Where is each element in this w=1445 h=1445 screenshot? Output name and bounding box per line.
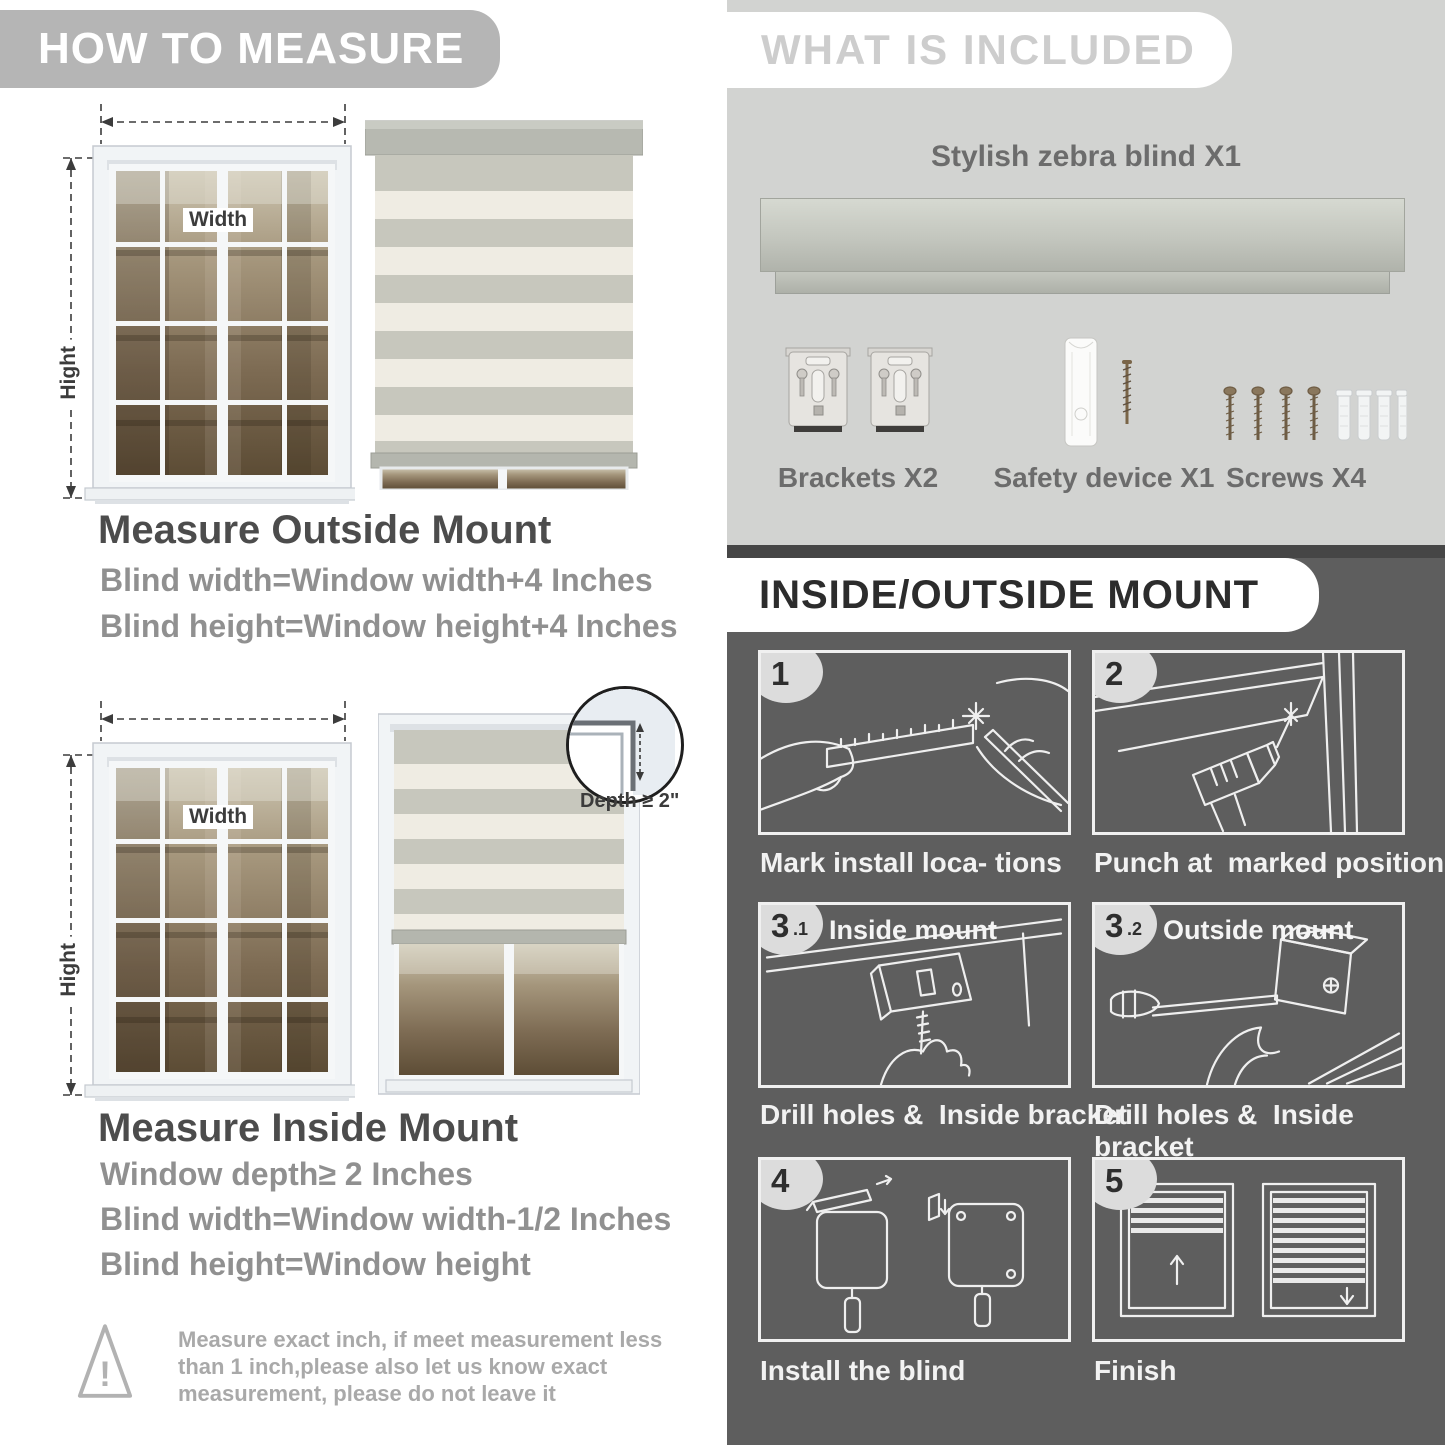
- step-number: 2: [1105, 655, 1124, 692]
- safety-device-label: Safety device X1: [993, 462, 1215, 493]
- screws-label: Screws X4: [1225, 462, 1367, 493]
- window-figure-inside: [55, 697, 355, 1101]
- step-caption-4: Install the blind: [760, 1355, 966, 1386]
- section-divider: [727, 545, 1445, 558]
- step-panel-5: [1092, 1157, 1405, 1342]
- bracket-icon: [785, 340, 935, 440]
- height-label: Hight: [57, 340, 81, 406]
- depth-corner-zoom: [569, 689, 675, 795]
- zebra-blind-drawing: [365, 115, 643, 490]
- warning-triangle-icon: [76, 1320, 134, 1402]
- inside-spec-height: Blind height=Window height: [100, 1246, 531, 1282]
- step-title: Outside mount: [1163, 915, 1354, 945]
- step-title: Inside mount: [829, 915, 997, 945]
- width-label: Width: [183, 208, 253, 232]
- zebra-blind-headrail-valance: [775, 272, 1390, 294]
- safety-device-icon: [1057, 336, 1157, 448]
- brackets-label: Brackets X2: [777, 462, 939, 493]
- blind-included-label: Stylish zebra blind X1: [930, 140, 1242, 173]
- step-panel-3-1: [758, 902, 1071, 1088]
- inside-mount-heading: Measure Inside Mount: [98, 1106, 519, 1150]
- step-number-sub: .2: [1127, 919, 1143, 939]
- width-label: Width: [183, 805, 253, 829]
- blind-figure-outside: [365, 115, 643, 490]
- step-number: 4: [771, 1162, 790, 1199]
- step-caption-3-1: Drill holes & Inside bracket: [760, 1099, 1128, 1130]
- how-to-measure-header: HOW TO MEASURE: [0, 10, 500, 88]
- step-number: 5: [1105, 1162, 1124, 1199]
- step-number-sub: .1: [793, 919, 809, 939]
- outside-mount-heading: Measure Outside Mount: [98, 508, 552, 552]
- what-is-included-panel: [727, 0, 1445, 545]
- warning-line-2: than 1 inch,please also let us know exact: [178, 1354, 608, 1379]
- what-is-included-header: WHAT IS INCLUDED: [727, 12, 1232, 88]
- step-number: 3: [1105, 907, 1124, 944]
- step-panel-4: [758, 1157, 1071, 1342]
- window-drawing: [55, 100, 355, 504]
- svg-text:!: !: [99, 1355, 111, 1395]
- outside-spec-width: Blind width=Window width+4 Inches: [100, 562, 653, 598]
- depth-label: Depth ≥ 2": [580, 790, 680, 812]
- outside-spec-height: Blind height=Window height+4 Inches: [100, 608, 678, 644]
- inside-spec-depth: Window depth≥ 2 Inches: [100, 1156, 473, 1192]
- step-panel-2: [1092, 650, 1405, 835]
- height-label: Hight: [57, 937, 81, 1003]
- step-number: 1: [771, 655, 790, 692]
- depth-callout-circle: [566, 686, 684, 804]
- step-caption-1: Mark install loca- tions: [760, 847, 1062, 878]
- step-caption-5: Finish: [1094, 1355, 1177, 1386]
- zebra-blind-headrail-image: [760, 198, 1405, 272]
- warning-line-1: Measure exact inch, if meet measurement less: [178, 1327, 663, 1352]
- mount-section: [727, 558, 1445, 1445]
- step-caption-3-2: Drill holes & Inside bracket: [1094, 1099, 1362, 1162]
- inside-spec-width: Blind width=Window width-1/2 Inches: [100, 1201, 672, 1237]
- window-figure-outside: [55, 100, 355, 504]
- step-panel-3-2: [1092, 902, 1405, 1088]
- screws-icon: [1222, 386, 1407, 448]
- step-caption-2: Punch at marked position: [1094, 847, 1445, 878]
- mount-header: INSIDE/OUTSIDE MOUNT: [727, 558, 1319, 632]
- step-panel-1: [758, 650, 1071, 835]
- window-drawing: [55, 697, 355, 1101]
- step-number: 3: [771, 907, 790, 944]
- warning-line-3: measurement, please do not leave it: [178, 1381, 556, 1406]
